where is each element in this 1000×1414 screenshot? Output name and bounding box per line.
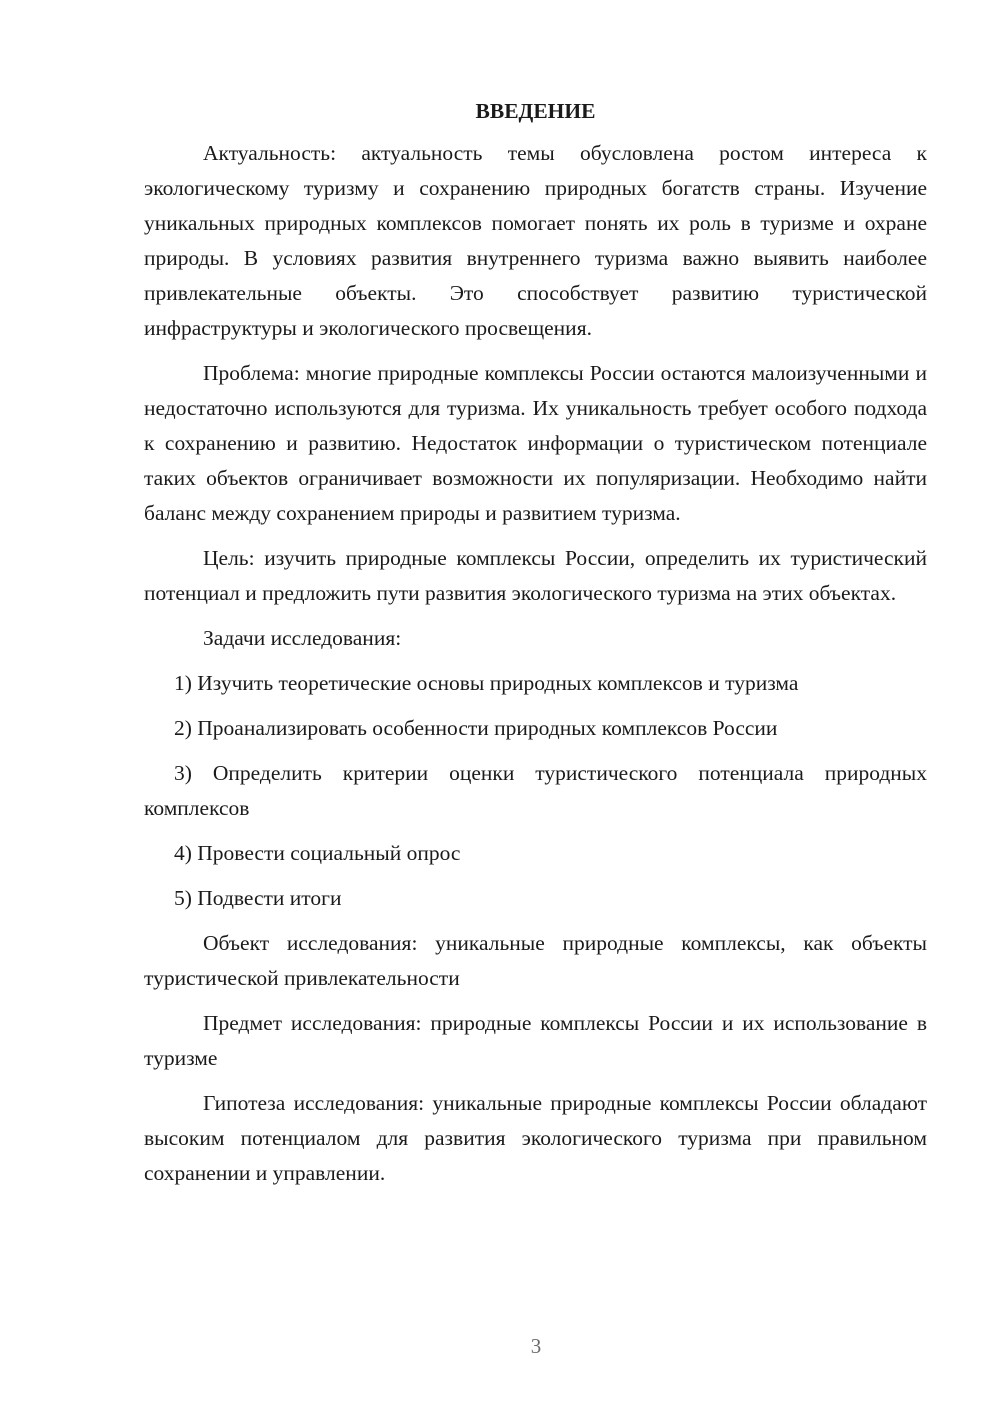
page-number: 3 [530,1334,542,1358]
page-title: ВВЕДЕНИЕ [475,99,596,123]
task-item-2: 2) Проанализировать особенности природных комплексов России [174,716,778,740]
tasks-title: Задачи исследования: [203,626,402,650]
object-paragraph: Объект исследования: уникальные природные комплексы, как объекты туристической привлекательности [144,931,927,990]
goal-paragraph: Цель: изучить природные комплексы России, определить их туристический потенциал и предложить пути развития экологического туризма на этих объектах. [144,546,927,605]
problem-paragraph: Проблема: многие природные комплексы России остаются малоизученными и недостаточно используются для туризма. Их уникальность требует особого подхода к сохранению и развитию. Недостаток информации о туристическом потенциале таких объектов ограничивает возможности их популяризации. Необходимо найти баланс между сохранением природы и развитием туризма. [144,361,927,525]
relevance-paragraph: Актуальность: актуальность темы обусловлена ростом интереса к экологическому туризму и сохранению природных богатств страны. Изучение уникальных природных комплексов помогает понять их роль в туризме и охране природы. В условиях развития внутреннего туризма важно выявить наиболее привлекательные объекты. Это способствует развитию туристической инфраструктуры и экологического просвещения. [144,141,927,340]
hypothesis-paragraph: Гипотеза исследования: уникальные природные комплексы России обладают высоким потенциалом для развития экологического туризма при правильном сохранении и управлении. [144,1091,927,1185]
task-item-5: 5) Подвести итоги [174,886,342,910]
task-item-1: 1) Изучить теоретические основы природных комплексов и туризма [174,671,799,695]
subject-paragraph: Предмет исследования: природные комплексы России и их использование в туризме [144,1011,927,1070]
document-page [144,96,927,1191]
task-item-4: 4) Провести социальный опрос [174,841,461,865]
task-item-3: 3) Определить критерии оценки туристического потенциала природных комплексов [144,761,927,820]
